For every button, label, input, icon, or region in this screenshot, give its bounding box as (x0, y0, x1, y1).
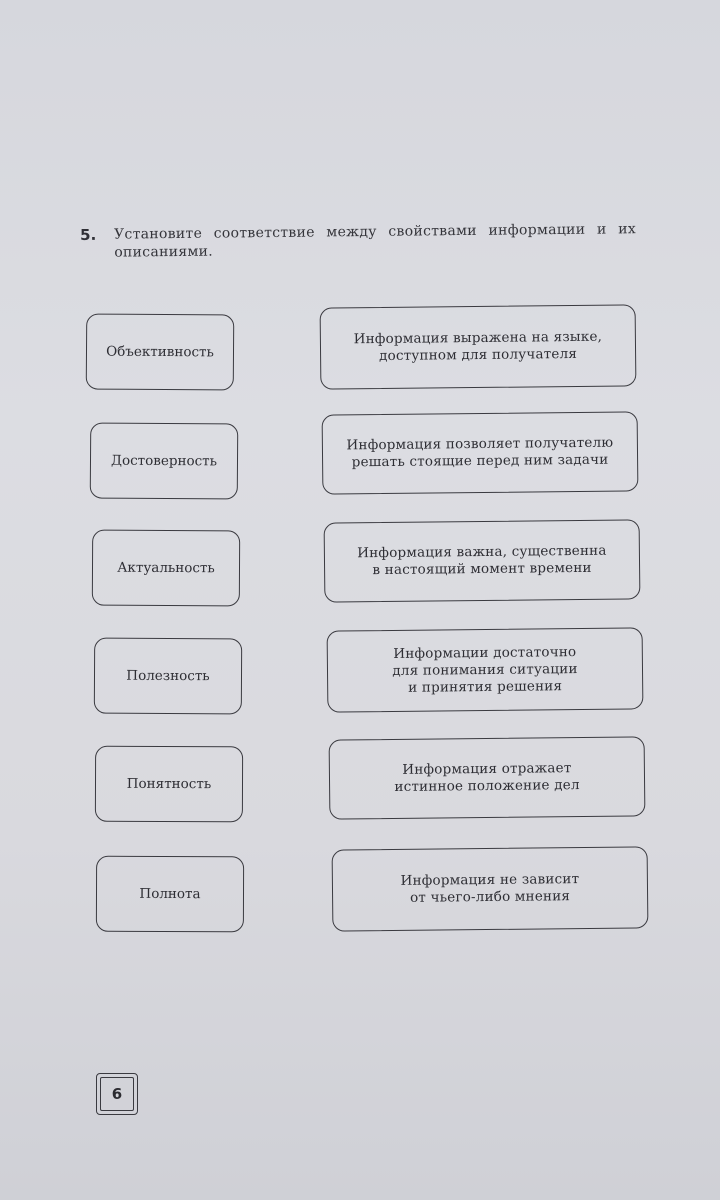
description-line: решать стоящие перед ним задачи (351, 451, 609, 471)
description-line: истинное положение дел (394, 777, 580, 795)
description-line: в настоящий момент времени (372, 559, 592, 579)
property-box (86, 313, 235, 390)
description-line: Информация важна, существенна (357, 542, 607, 562)
description-box (332, 846, 649, 931)
property-box (90, 422, 239, 499)
description-box (329, 736, 646, 819)
description-line: доступном для получателя (379, 345, 578, 365)
description-line: от чьего-либо мнения (409, 888, 571, 906)
description-line: Информация отражает (402, 760, 572, 778)
description-line: Информация не зависит (400, 871, 580, 889)
description-box (324, 519, 641, 602)
task-number: 5. (80, 225, 97, 244)
description-box (327, 627, 644, 712)
description-line: для понимания ситуации (392, 660, 578, 679)
property-label: Объективность (106, 343, 214, 360)
description-box (322, 411, 639, 494)
description-line: Информация выражена на языке, (353, 328, 603, 348)
description-line: и принятия решения (408, 677, 563, 696)
property-box (94, 638, 242, 715)
property-label: Понятность (126, 775, 212, 792)
page-number-box (96, 1073, 138, 1115)
task-text: Установите соответствие между свойствами информации и их описаниями. (114, 221, 637, 261)
description-box (320, 304, 637, 389)
property-label: Актуальность (117, 559, 215, 576)
property-box (96, 856, 244, 933)
task-header (80, 220, 640, 261)
property-box (95, 746, 243, 823)
property-label: Полезность (126, 667, 210, 684)
description-line: Информация позволяет получателю (346, 434, 614, 454)
page-number: 6 (100, 1077, 134, 1111)
property-label: Достоверность (110, 452, 218, 469)
property-label: Полнота (139, 885, 201, 902)
description-line: Информации достаточно (393, 643, 577, 662)
property-box (92, 530, 240, 607)
